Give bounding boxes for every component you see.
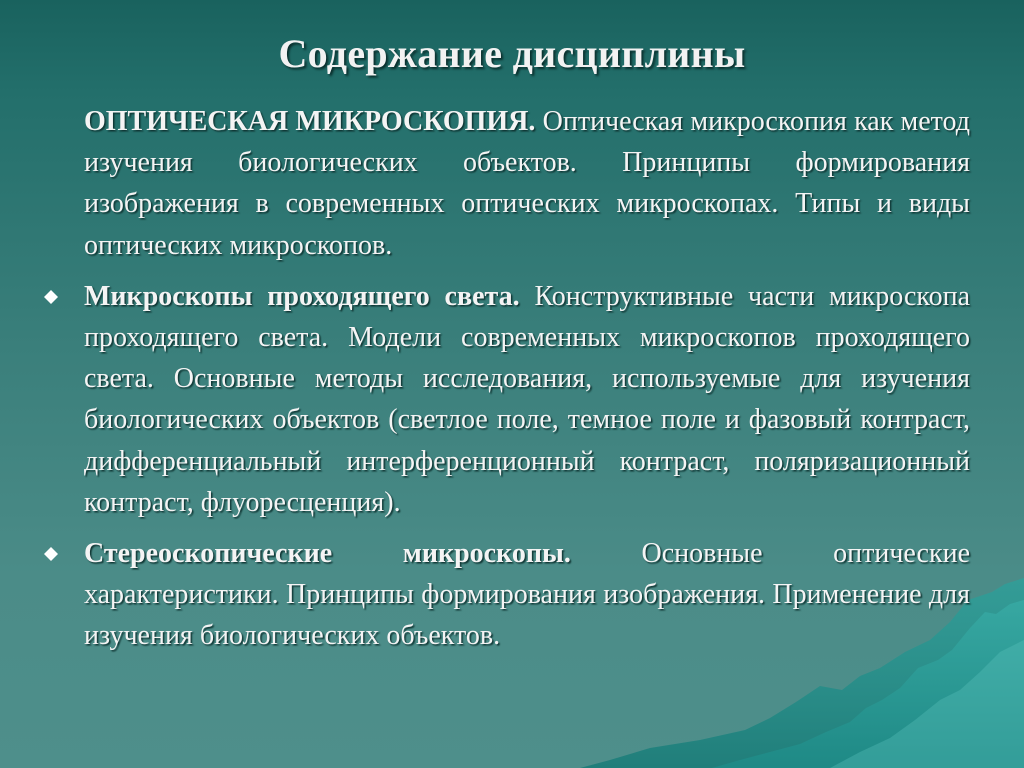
bullet-heading: Стереоскопические микроскопы. bbox=[84, 538, 571, 570]
diamond-bullet-icon bbox=[44, 290, 58, 304]
bullet-item-transmitted-light bbox=[84, 276, 970, 523]
slide-title: Содержание дисциплины bbox=[278, 31, 746, 76]
bullet-heading: Микроскопы проходящего света. bbox=[84, 280, 520, 312]
bullet-text: Конструктивные части микроскопа проходящего света. Модели современных микроскопов проходящего света. Основные методы исследования, используемые для изучения биологических объектов (светлое поле, темное поле и фазовый контраст, дифференциальный интерференционный контраст, поляризационный контраст, флуоресценция). bbox=[84, 280, 970, 518]
bullet-item-stereoscopic bbox=[84, 533, 970, 657]
bullet-text: Основные оптические характеристики. Принципы формирования изображения. Применение для изучения биологических объектов. bbox=[84, 538, 970, 652]
diamond-bullet-icon bbox=[44, 547, 58, 561]
slide-body bbox=[84, 101, 970, 657]
paragraph-heading: ОПТИЧЕСКАЯ МИКРОСКОПИЯ. bbox=[84, 106, 536, 137]
paragraph-optical-microscopy bbox=[84, 101, 970, 266]
paragraph-text: Оптическая микроскопия как метод изучения биологических объектов. Принципы формирования изображения в современных оптических микроскопах. Типы и виды оптических микроскопов. bbox=[84, 106, 970, 261]
